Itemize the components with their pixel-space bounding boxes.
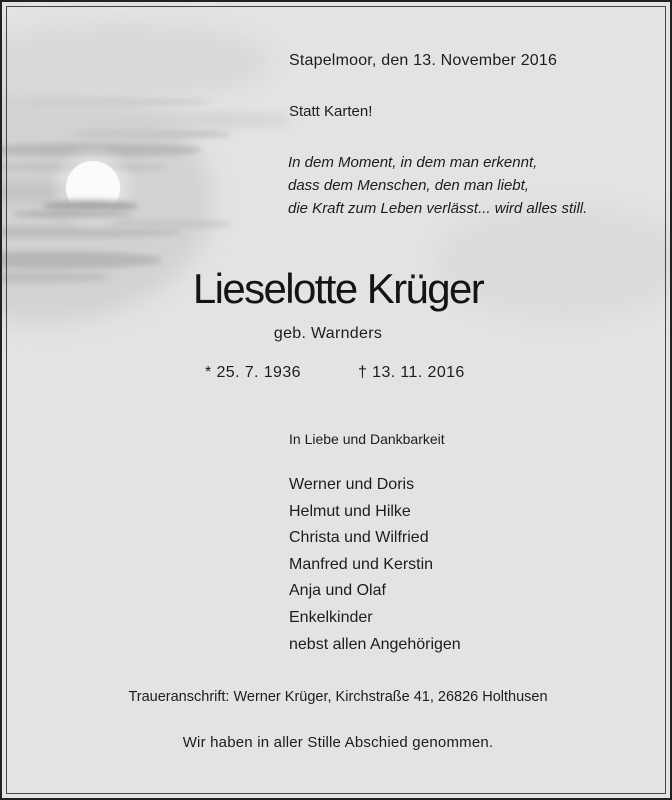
quote-line: In dem Moment, in dem man erkennt, [288,154,538,171]
quote-line: die Kraft zum Leben verlässt... wird alles still. [288,200,588,217]
deceased-name: Lieselotte Krüger [192,265,484,312]
quote-line: dass dem Menschen, den man liebt, [288,177,529,194]
birth-name: geb. Warnders [273,325,383,342]
mourner: nebst allen Angehörigen [289,635,461,653]
mourner: Helmut und Hilke [289,502,411,520]
mourner: Christa und Wilfried [289,529,429,547]
statt-karten: Statt Karten! [289,103,373,120]
mourner: Werner und Doris [289,476,415,493]
moon-clouds-illustration [2,2,672,800]
mourner: Manfred und Kerstin [289,555,434,573]
closing-line: Wir haben in aller Stille Abschied genommen. [182,734,494,751]
mourners-list [289,472,461,658]
death-date: † 13. 11. 2016 [358,364,465,381]
birth-date: * 25. 7. 1936 [205,364,301,381]
dedication: In Liebe und Dankbarkeit [289,431,445,447]
place-date: Stapelmoor, den 13. November 2016 [289,52,558,69]
quote [288,151,658,220]
mourner: Anja und Olaf [289,582,386,600]
mourning-address: Traueranschrift: Werner Krüger, Kirchstraße 41, 26826 Holthusen [128,689,548,705]
mourner: Enkelkinder [289,608,373,626]
